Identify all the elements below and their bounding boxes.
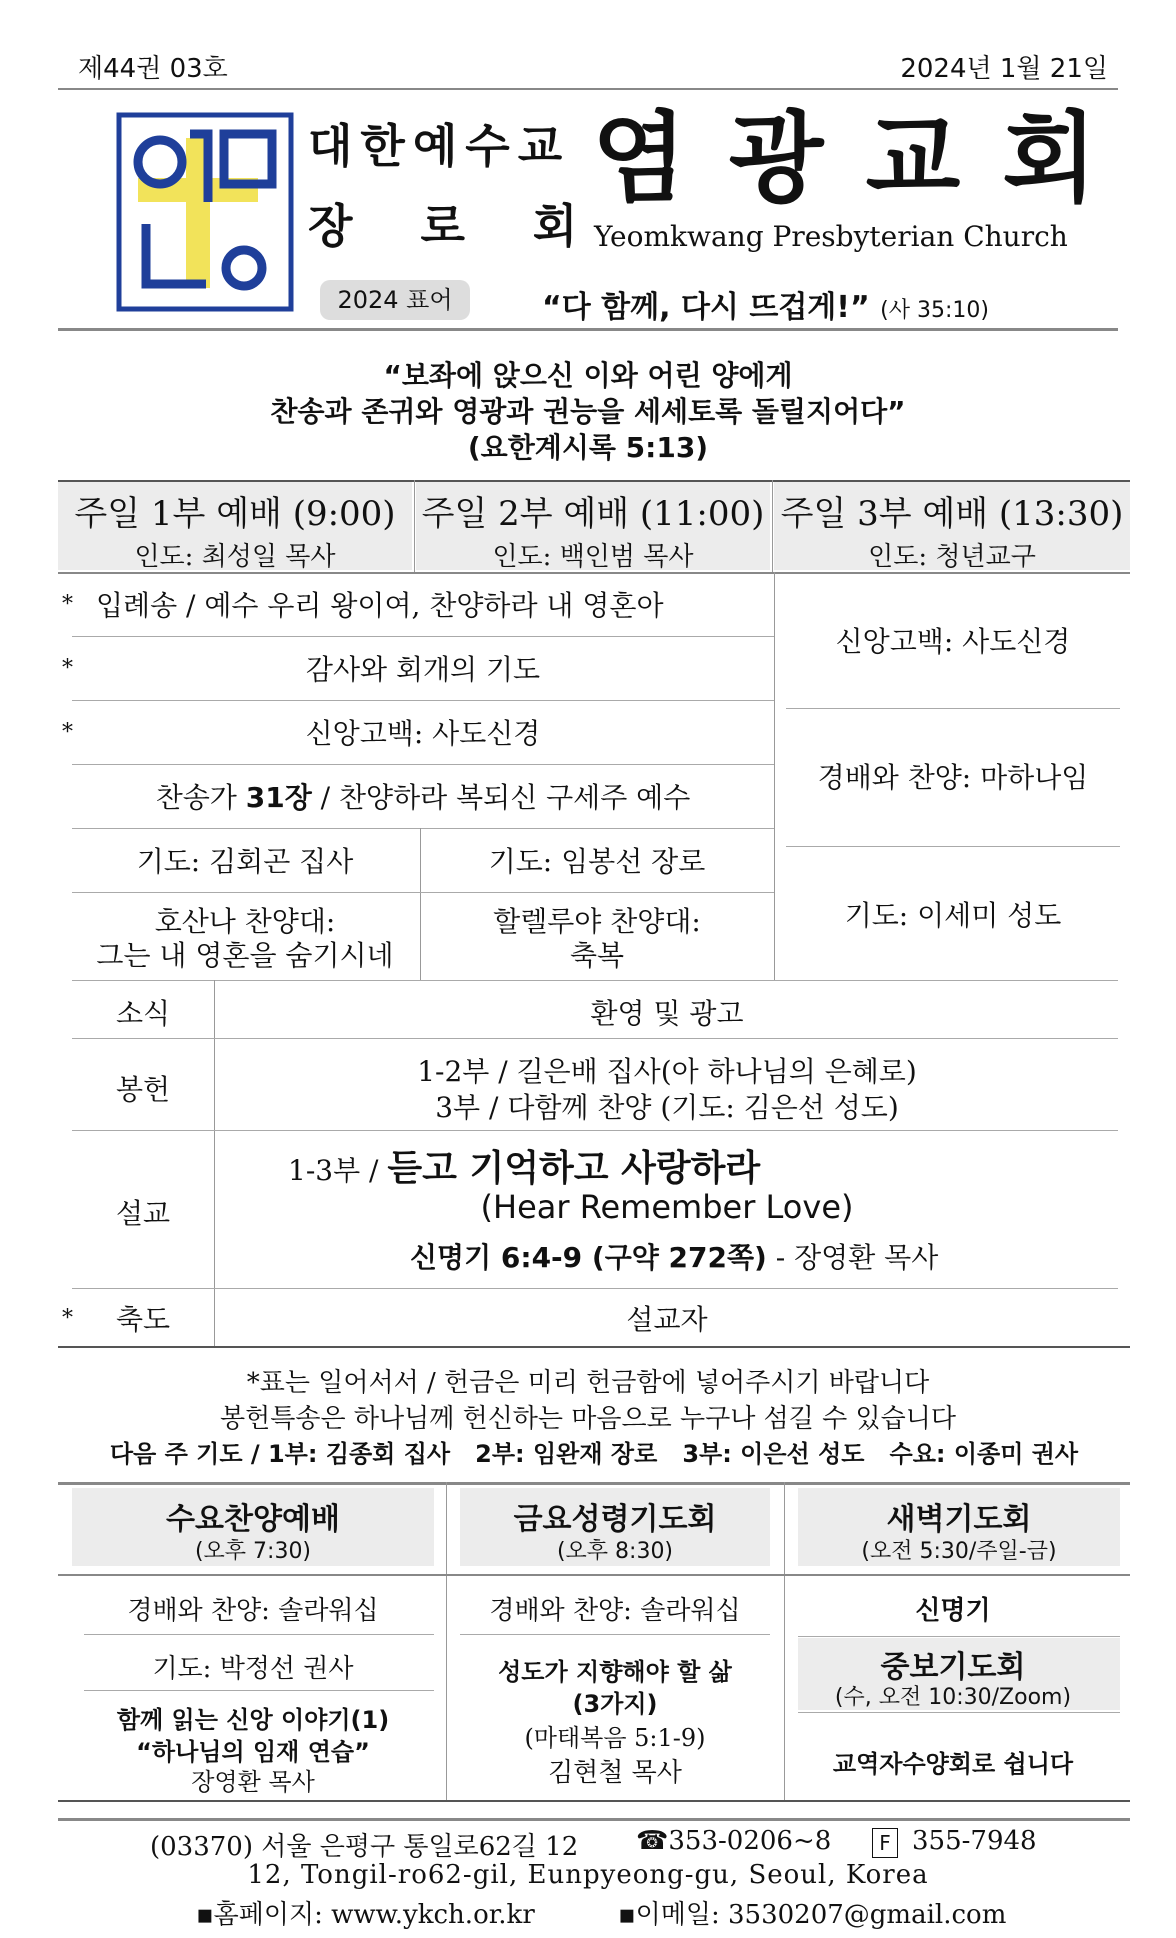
footer-phone: ☎353-0206~8 <box>636 1826 832 1856</box>
sermon-preacher: - 장영환 목사 <box>766 1241 939 1274</box>
service3-worship: 경배와 찬양: 마하나임 <box>817 761 1089 794</box>
denomination-line1: 대한예수교 <box>308 119 571 173</box>
verse-reference: (요한계시록 5:13) <box>467 431 709 464</box>
sermon-services: 1-3부 / <box>288 1154 388 1187</box>
sermon-rule <box>72 1288 1118 1289</box>
fax-icon: F <box>872 1828 898 1858</box>
service3-rule-2 <box>786 846 1120 847</box>
services-header-rule <box>58 572 1130 574</box>
service2-leader: 인도: 백인범 목사 <box>492 542 694 572</box>
sermon-label: 설교 <box>115 1197 171 1230</box>
footer-address-english: 12, Tongil-ro62-gil, Eunpyeong-gu, Seoul, Korea <box>247 1860 929 1890</box>
fri-title: 금요성령기도회 <box>513 1502 717 1537</box>
weekday-divider-1 <box>446 1482 447 1800</box>
dawn-title: 새벽기도회 <box>886 1502 1032 1537</box>
service2-title: 주일 2부 예배 (11:00) <box>421 494 765 534</box>
news-value: 환영 및 광고 <box>590 997 744 1030</box>
row-rule-2 <box>72 700 774 701</box>
church-name: 염 광 교 회 <box>592 102 1102 216</box>
weekday-bottom-rule <box>58 1800 1130 1802</box>
fri-rule-1 <box>460 1634 770 1635</box>
sermon-title: 듣고 기억하고 사랑하라 <box>387 1148 761 1189</box>
intercession-note: 교역자수양회로 쉽니다 <box>832 1750 1074 1778</box>
choir-hosanna-song: 그는 내 영혼을 숨기시네 <box>96 939 394 972</box>
service3-prayer: 기도: 이세미 성도 <box>844 899 1062 932</box>
motto <box>542 282 989 326</box>
hymn-number: 31장 <box>245 781 312 814</box>
offering-line1: 1-2부 / 길은배 집사(아 하나님의 은혜로) <box>417 1055 917 1088</box>
wed-speaker: 장영환 목사 <box>191 1768 315 1796</box>
choir-hallelujah-song: 축복 <box>569 939 625 972</box>
label-column-divider <box>214 980 215 1346</box>
offering-line2: 3부 / 다함께 찬양 (기도: 김은선 성도) <box>435 1091 899 1124</box>
choir-hosanna-label: 호산나 찬양대: <box>154 905 336 938</box>
fri-speaker: 김현철 목사 <box>548 1758 682 1788</box>
verse-line2: 찬송과 존귀와 영광과 권능을 세세토록 돌릴지어다” <box>270 395 906 428</box>
motto-reference: (사 35:10) <box>880 298 989 323</box>
fri-worship: 경배와 찬양: 솔라워십 <box>489 1596 741 1626</box>
motto-text: “다 함께, 다시 뜨겁게!” <box>542 290 870 325</box>
wed-prayer: 기도: 박정선 권사 <box>152 1654 354 1684</box>
benediction-label: 축도 <box>115 1303 171 1336</box>
prayer-service1: 기도: 김회곤 집사 <box>136 845 354 878</box>
footer-email[interactable]: ▪이메일: 3530207@gmail.com <box>618 1900 1007 1930</box>
service3-leader: 인도: 청년교구 <box>868 542 1036 572</box>
hymn <box>72 776 774 816</box>
service3-title: 주일 3부 예배 (13:30) <box>780 494 1124 534</box>
footer-homepage[interactable]: ▪홈페이지: www.ykch.or.kr <box>196 1900 535 1930</box>
stand-mark: * <box>62 720 73 745</box>
row-rule-4 <box>72 828 774 829</box>
bulletin-date: 2024년 1월 21일 <box>900 54 1108 84</box>
offering-rule <box>72 1130 1118 1131</box>
weekday-top-rule <box>58 1482 1130 1485</box>
prayer-service2: 기도: 임봉선 장로 <box>488 845 706 878</box>
service1-leader: 인도: 최성일 목사 <box>134 542 336 572</box>
issue-number: 제44권 03호 <box>78 54 228 84</box>
hymn-prefix: 찬송가 <box>155 781 246 814</box>
next-week-prayers: 다음 주 기도 / 1부: 김종회 집사 2부: 임완재 장로 3부: 이은선 성도 수요: 이종미 권사 <box>109 1440 1079 1468</box>
wed-worship: 경배와 찬양: 솔라워십 <box>127 1596 379 1626</box>
worship-bottom-rule <box>58 1346 1130 1348</box>
church-name-en: Yeomkwang Presbyterian Church <box>594 220 1068 253</box>
opening-hymn: 입례송 / 예수 우리 왕이여, 찬양하라 내 영혼아 <box>96 589 664 622</box>
fri-scripture: (마태복음 5:1-9) <box>524 1724 706 1752</box>
sermon-scripture-line <box>410 1236 938 1276</box>
verse-line1: “보좌에 앉으신 이와 어린 양에게 <box>383 359 793 392</box>
footer-address: (03370) 서울 은평구 통일로62길 12 <box>150 1832 579 1862</box>
service1-title: 주일 1부 예배 (9:00) <box>74 494 396 534</box>
wed-story-title: 함께 읽는 신앙 이야기(1) <box>116 1706 390 1734</box>
order-bottom-rule <box>72 980 1118 981</box>
wed-rule-1 <box>84 1634 434 1635</box>
wed-time: (오후 7:30) <box>194 1539 312 1564</box>
service3-divider <box>774 572 775 980</box>
services-divider-2 <box>772 480 773 572</box>
dawn-rule-1 <box>798 1636 1120 1637</box>
sermon-title-line <box>288 1140 760 1191</box>
news-rule <box>72 1038 1118 1039</box>
row-rule-5 <box>72 892 774 893</box>
header-bottom-rule <box>58 328 1118 331</box>
offering-label: 봉헌 <box>115 1073 171 1106</box>
weekday-divider-2 <box>784 1482 785 1800</box>
benediction-value: 설교자 <box>626 1303 708 1336</box>
news-label: 소식 <box>115 997 171 1030</box>
motto-badge: 2024 표어 <box>320 280 470 320</box>
fri-topic-count: (3가지) <box>572 1690 658 1718</box>
sermon-scripture: 신명기 6:4-9 (구약 272쪽) <box>410 1241 767 1274</box>
service3-creed: 신앙고백: 사도신경 <box>835 625 1071 658</box>
header-top-rule <box>58 88 1118 90</box>
stand-mark: * <box>62 1306 73 1331</box>
creed: 신앙고백: 사도신경 <box>305 717 541 750</box>
wed-story-subtitle: “하나님의 임재 연습” <box>136 1738 370 1766</box>
logo-mark <box>116 112 294 312</box>
service3-rule-1 <box>786 708 1120 709</box>
sermon-title-english: (Hear Remember Love) <box>480 1188 854 1226</box>
row-rule-1 <box>72 636 774 637</box>
denomination-line2: 장 로 회 <box>308 199 604 253</box>
weekday-header-rule <box>58 1574 1130 1576</box>
row-rule-3 <box>72 764 774 765</box>
wed-rule-2 <box>84 1690 434 1691</box>
notes-line1: *표는 일어서서 / 헌금은 미리 헌금함에 넣어주시기 바랍니다 <box>246 1368 930 1398</box>
dawn-time: (오전 5:30/주일-금) <box>861 1539 1057 1564</box>
church-logo <box>116 112 294 312</box>
hymn-title: / 찬양하라 복되신 구세주 예수 <box>311 781 691 814</box>
footer-fax: 355-7948 <box>912 1826 1037 1856</box>
intercession-time: (수, 오전 10:30/Zoom) <box>834 1685 1072 1710</box>
wed-title: 수요찬양예배 <box>166 1502 340 1537</box>
choir-hallelujah-label: 할렐루야 찬양대: <box>493 905 701 938</box>
services-divider-1 <box>414 480 415 572</box>
dawn-rule-2 <box>798 1712 1120 1713</box>
notes-line2: 봉헌특송은 하나님께 헌신하는 마음으로 누구나 섬길 수 있습니다 <box>220 1404 956 1434</box>
stand-mark: * <box>62 656 73 681</box>
fri-time: (오후 8:30) <box>556 1539 674 1564</box>
confession-prayer: 감사와 회개의 기도 <box>305 653 541 686</box>
stand-mark: * <box>62 592 73 617</box>
footer-top-rule <box>58 1818 1130 1821</box>
intercession-title: 중보기도회 <box>880 1650 1026 1685</box>
fri-topic: 성도가 지향해야 할 삶 <box>498 1658 732 1686</box>
dawn-book: 신명기 <box>915 1596 991 1626</box>
